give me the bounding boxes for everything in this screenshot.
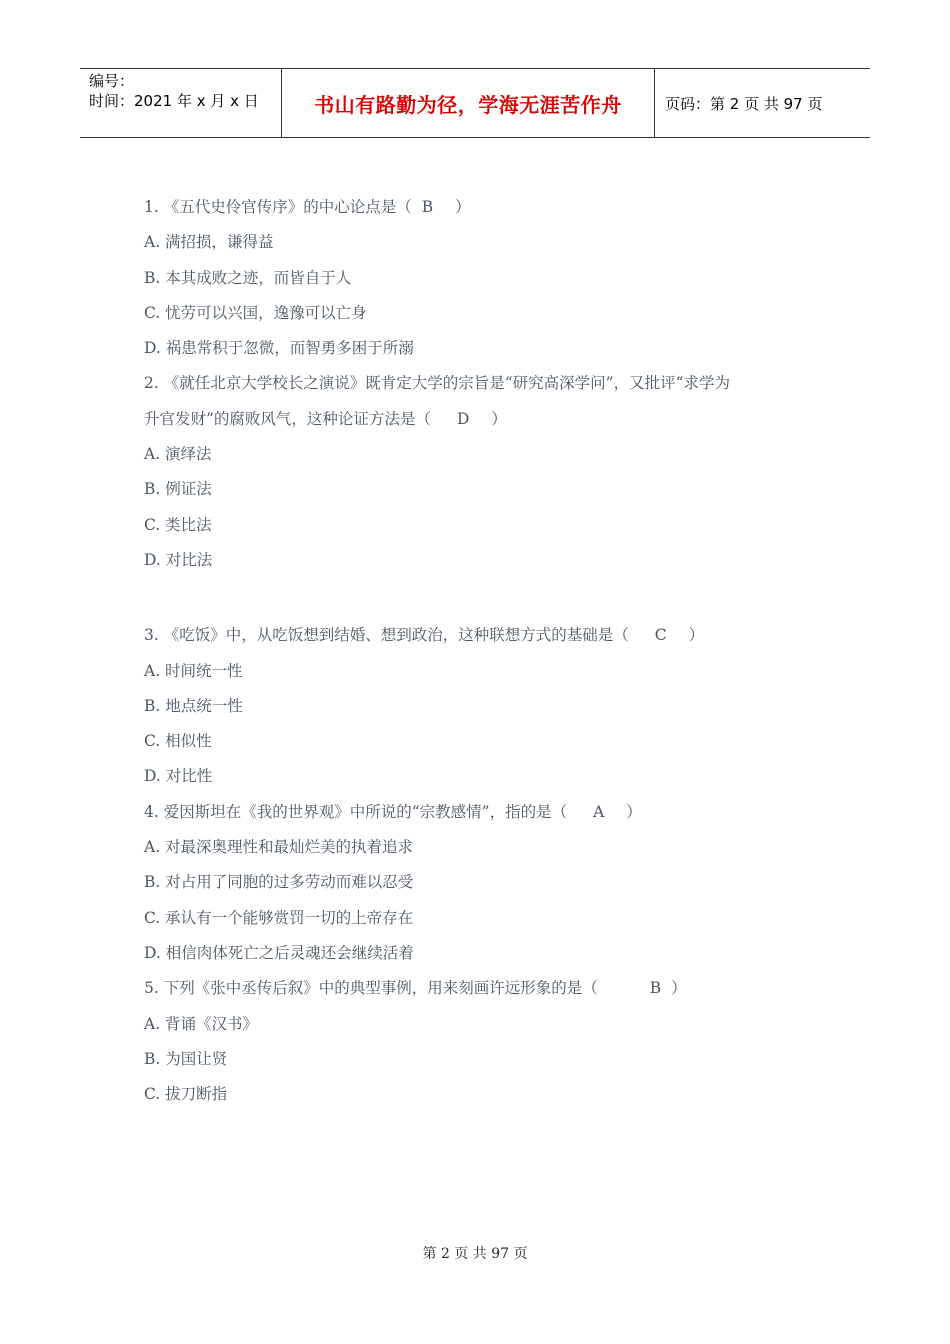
option: A. 满招损，谦得益 (144, 233, 274, 252)
option: B. 本其成败之迹，而皆自于人 (144, 268, 352, 287)
header-page-info (655, 69, 870, 137)
stem-close: ） (455, 198, 471, 216)
header-meta (80, 69, 282, 137)
option: D. 对比法 (144, 550, 213, 569)
option: B. 为国让贤 (144, 1049, 228, 1068)
option: C. 忧劳可以兴国，逸豫可以亡身 (144, 303, 367, 322)
option: B. 例证法 (144, 480, 212, 499)
stem-text: 4. 爱因斯坦在《我的世界观》中所说的“宗教感情”，指的是（ (144, 802, 568, 821)
stem-close: ） (688, 626, 705, 645)
header-motto-cell (282, 69, 655, 137)
time-label: 时间：2021 年 x 月 x 日 (89, 92, 259, 110)
question-stem (144, 618, 824, 653)
option: A. 演绎法 (144, 445, 212, 464)
answer: B (649, 979, 662, 998)
question-stem-cont (144, 402, 824, 437)
option: D. 祸患常积于忽微，而智勇多困于所溺 (144, 339, 414, 358)
question-stem (144, 795, 824, 830)
page-header (80, 68, 870, 138)
option: B. 地点统一性 (144, 696, 243, 715)
stem-close: ） (671, 979, 687, 998)
stem-text: 1. 《五代史伶官传序》的中心论点是（ (144, 198, 412, 216)
option: C. 类比法 (144, 515, 212, 534)
spacer (144, 578, 824, 618)
answer: B (421, 198, 434, 216)
answer: D (456, 409, 470, 428)
answer: A (593, 802, 605, 821)
option: D. 对比性 (144, 767, 213, 786)
stem-text: 升官发财”的腐败风气，这种论证方法是（ (144, 409, 431, 428)
page-info: 页码：第 2 页 共 97 页 (665, 94, 823, 113)
option: C. 相似性 (144, 732, 212, 751)
stem-close: ） (626, 802, 642, 821)
option: A. 对最深奥理性和最灿烂美的执着追求 (144, 838, 414, 857)
stem-text: 5. 下列《张中丞传后叙》中的典型事例，用来刻画许远形象的是（ (144, 979, 598, 998)
stem-text: 3. 《吃饭》中，从吃饭想到结婚、想到政治，这种联想方式的基础是（ (144, 626, 629, 645)
question-list (144, 190, 824, 1112)
stem-close: ） (491, 409, 507, 428)
option: D. 相信肉体死亡之后灵魂还会继续活着 (144, 943, 414, 962)
question-stem (144, 971, 824, 1006)
motto: 书山有路勤为径，学海无涯苦作舟 (314, 92, 622, 117)
option: A. 背诵《汉书》 (144, 1014, 259, 1033)
page-footer: 第 2 页 共 97 页 (422, 1246, 528, 1262)
option: C. 拔刀断指 (144, 1085, 228, 1104)
option: C. 承认有一个能够赏罚一切的上帝存在 (144, 908, 414, 927)
option: A. 时间统一性 (144, 661, 243, 680)
question-stem (144, 190, 824, 225)
option: B. 对占用了同胞的过多劳动而难以忍受 (144, 873, 414, 892)
question-stem: 2. 《就任北京大学校长之演说》既肯定大学的宗旨是“研究高深学问”，又批评“求学为 (144, 374, 730, 393)
number-label: 编号： (89, 72, 135, 90)
answer: C (654, 626, 667, 645)
